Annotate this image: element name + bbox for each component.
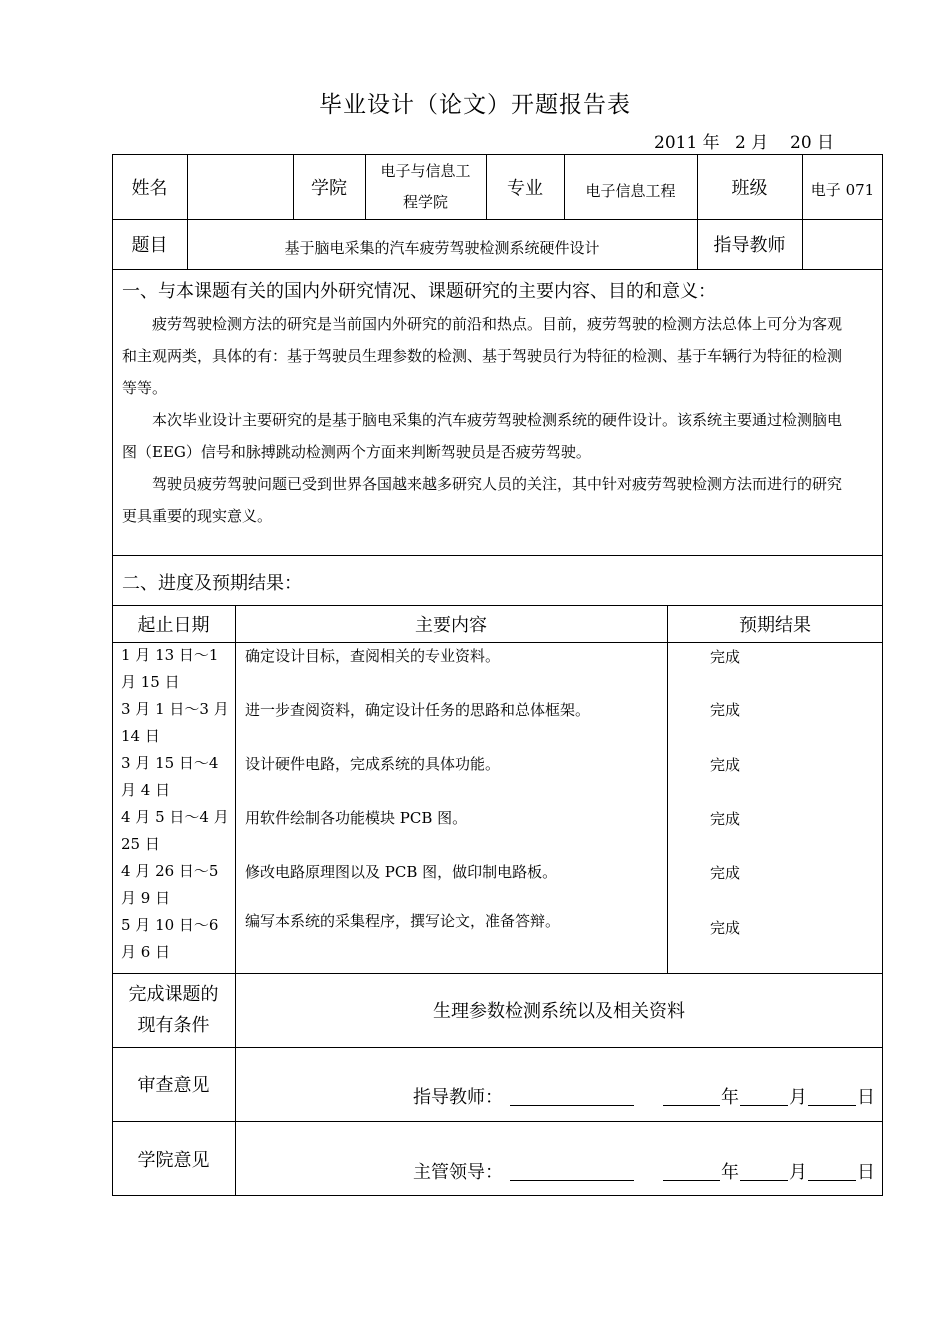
table-row-result: 完成 [710, 810, 741, 828]
major-value: 电子信息工程 [585, 182, 676, 200]
table-row-content: 进一步查阅资料，确定设计任务的思路和总体框架。 [245, 701, 591, 719]
date-line: 月 15 日 [121, 673, 180, 691]
table-row-content: 修改电路原理图以及 PCB 图，做印制电路板。 [245, 863, 558, 881]
divider [112, 555, 883, 556]
college-month-line [740, 1160, 788, 1181]
date-line: 3 月 1 日～3 月 [121, 700, 229, 718]
review-month-line [740, 1085, 788, 1106]
advisor-label: 指导教师 [713, 235, 786, 256]
conditions-label [112, 973, 235, 1047]
major-label: 专业 [507, 177, 543, 199]
table-row-result: 完成 [710, 864, 741, 882]
college-year-label: 年 [721, 1162, 739, 1183]
date-line: 14 日 [121, 727, 160, 745]
review-signature-line [510, 1085, 634, 1106]
page-title: 毕业设计（论文）开题报告表 [319, 92, 631, 118]
college-opinion-label: 学院意见 [137, 1149, 210, 1171]
college-label: 学院 [311, 177, 347, 199]
section2-heading: 二、进度及预期结果： [122, 573, 302, 594]
table-row-content: 设计硬件电路，完成系统的具体功能。 [245, 755, 501, 773]
college-day-label: 日 [857, 1162, 875, 1183]
date-line: 4 月 26 日～5 [121, 862, 219, 880]
section1-paragraph: 本次毕业设计主要研究的是基于脑电采集的汽车疲劳驾驶检测系统的硬件设计。该系统主要通过检测脑电图（EEG）信号和脉搏跳动检测两个方面来判断驾驶员是否疲劳驾驶。 [122, 411, 843, 461]
section1-heading: 一、与本课题有关的国内外研究情况、课题研究的主要内容、目的和意义： [122, 281, 716, 302]
divider [235, 605, 236, 1196]
section1-body [122, 308, 852, 532]
conditions-label-line1: 完成课题的 [128, 984, 219, 1005]
class-value: 电子 071 [810, 180, 875, 199]
table-row-result: 完成 [710, 919, 741, 937]
date-month: 2 月 [735, 133, 769, 153]
college-signature-line [510, 1160, 634, 1181]
date-line: 1 月 13 日～1 [121, 646, 219, 664]
date-day: 20 日 [790, 133, 835, 153]
date-line: 5 月 10 日～6 [121, 916, 219, 934]
section1-paragraph: 疲劳驾驶检测方法的研究是当前国内外研究的前沿和热点。目前，疲劳驾驶的检测方法总体上可分为客观和主观两类，具体的有：基于驾驶员生理参数的检测、基于驾驶员行为特征的检测、基于车辆行为特征的检测等等。 [122, 315, 843, 397]
college-month-label: 月 [789, 1162, 807, 1183]
review-label: 审查意见 [137, 1075, 210, 1096]
review-year-line [663, 1085, 720, 1106]
table-row-date [121, 642, 231, 966]
college-value-line1: 电子与信息工 [380, 161, 471, 180]
date-line: 月 9 日 [121, 889, 171, 907]
table-row-content: 确定设计目标，查阅相关的专业资料。 [245, 647, 501, 665]
college-value-line2: 程学院 [402, 192, 448, 211]
section1-paragraph: 驾驶员疲劳驾驶问题已受到世界各国越来越多研究人员的关注，其中针对疲劳驾驶检测方法而进行的研究更具重要的现实意义。 [122, 475, 843, 525]
date-line: 3 月 15 日～4 [121, 754, 219, 772]
college-year-line [663, 1160, 720, 1181]
college-value [365, 154, 486, 219]
table-row-result: 完成 [710, 756, 741, 774]
advisor-value [802, 219, 883, 269]
topic-value: 基于脑电采集的汽车疲劳驾驶检测系统硬件设计 [284, 238, 600, 257]
table-row-content: 用软件绘制各功能模块 PCB 图。 [245, 809, 468, 827]
date-line: 25 日 [121, 835, 160, 853]
date-year: 2011 年 [654, 133, 720, 153]
table-row-result: 完成 [710, 648, 741, 666]
column-header-dates: 起止日期 [137, 614, 210, 636]
date-line: 4 月 5 日～4 月 [121, 808, 229, 826]
name-label: 姓名 [131, 177, 168, 199]
review-day-label: 日 [857, 1087, 875, 1108]
class-label: 班级 [731, 177, 768, 199]
review-day-line [808, 1085, 856, 1106]
conditions-value: 生理参数检测系统以及相关资料 [433, 1001, 685, 1022]
column-header-content: 主要内容 [415, 614, 487, 636]
column-header-result: 预期结果 [739, 614, 811, 636]
date-line: 月 4 日 [121, 781, 171, 799]
table-row-content: 编写本系统的采集程序，撰写论文，准备答辩。 [245, 912, 561, 930]
date-line: 月 6 日 [121, 943, 171, 961]
review-year-label: 年 [721, 1087, 739, 1108]
review-month-label: 月 [789, 1087, 807, 1108]
topic-label: 题目 [131, 235, 168, 256]
conditions-label-line2: 现有条件 [137, 1015, 210, 1036]
divider [667, 605, 668, 973]
name-value [187, 154, 293, 219]
table-row-result: 完成 [710, 701, 741, 719]
review-signer-label: 指导教师： [413, 1087, 503, 1108]
college-day-line [808, 1160, 856, 1181]
college-signer-label: 主管领导： [413, 1162, 503, 1183]
